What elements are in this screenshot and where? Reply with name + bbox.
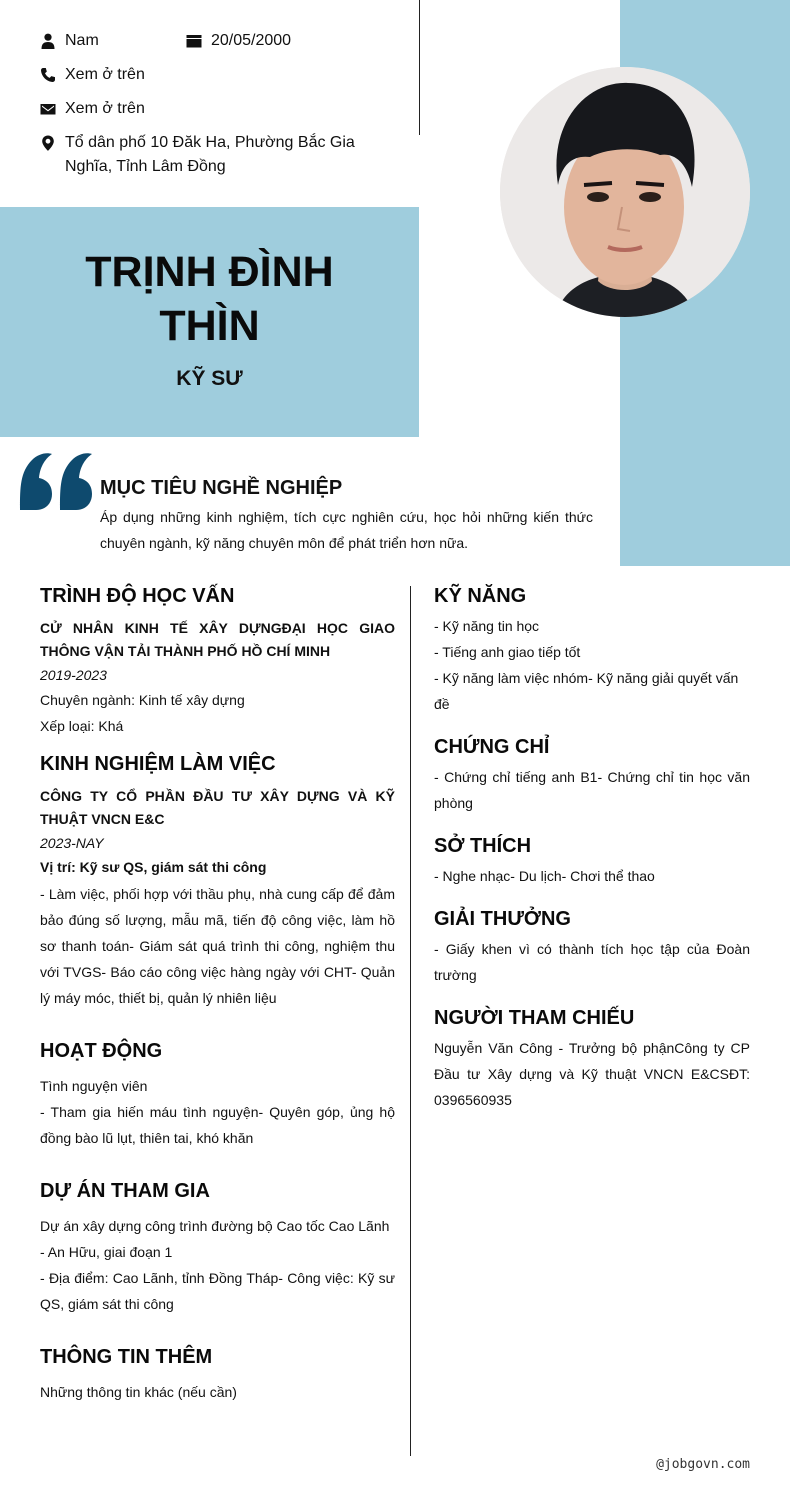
skills-title: KỸ NĂNG	[434, 585, 527, 607]
footer-brand: @jobgovn.com	[656, 1457, 750, 1472]
calendar-icon	[186, 29, 202, 53]
email-value: Xem ở trên	[65, 100, 145, 117]
experience-position: Vị trí: Kỹ sư QS, giám sát thi công	[40, 859, 267, 875]
quote-icon	[18, 448, 94, 514]
email-icon	[40, 97, 56, 121]
dob-value: 20/05/2000	[211, 32, 292, 49]
education-school: CỬ NHÂN KINH TẾ XÂY DỰNGĐẠI HỌC GIAO THÔNG VẬN TẢI THÀNH PHỐ HỒ CHÍ MINH	[40, 620, 395, 659]
certificates-text: - Chứng chỉ tiếng anh B1- Chứng chỉ tin học văn phòng	[434, 769, 750, 811]
education-rank: Xếp loại: Khá	[40, 718, 124, 734]
activities-role: Tình nguyện viên	[40, 1078, 148, 1094]
projects-description: - Địa điểm: Cao Lãnh, tỉnh Đồng Tháp- Công việc: Kỹ sư QS, giám sát thi công	[40, 1270, 395, 1312]
address-value: Tổ dân phố 10 Đăk Ha, Phường Bắc Gia Nghĩa, Tỉnh Lâm Đồng	[65, 134, 355, 175]
profile-title: KỸ SƯ	[176, 367, 243, 390]
contact-gender	[40, 29, 99, 53]
skills-item: - Kỹ năng tin học	[434, 618, 540, 634]
experience-company: CÔNG TY CỔ PHẦN ĐẦU TƯ XÂY DỰNG VÀ KỸ THUẬT VNCN E&C	[40, 788, 395, 827]
phone-icon	[40, 63, 56, 87]
header-divider	[419, 0, 420, 135]
profile-name: TRỊNH ĐÌNH THÌN	[85, 248, 334, 350]
objective-text: Áp dụng những kinh nghiệm, tích cực nghiên cứu, học hỏi những kiến thức chuyên ngành, kỹ năng chuyên môn để phát triển hơn nữa.	[100, 509, 593, 551]
avatar	[500, 67, 750, 317]
projects-title: DỰ ÁN THAM GIA	[40, 1180, 210, 1202]
experience-description: - Làm việc, phối hợp với thầu phụ, nhà cung cấp để đảm bảo đúng số lượng, mẫu mã, tiến độ công việc, làm hồ sơ thanh toán- Giám sát quá trình thi công, nghiệm thu với TVGS- Báo cáo công việc hàng ngày với CHT- Quản lý máy móc, thiết bị, quản lý nhiên liệu	[40, 886, 395, 1006]
additional-text: Những thông tin khác (nếu cần)	[40, 1384, 237, 1400]
contact-dob	[186, 29, 291, 53]
contact-phone	[40, 63, 145, 87]
phone-value: Xem ở trên	[65, 66, 145, 83]
certificates-title: CHỨNG CHỈ	[434, 736, 550, 758]
projects-name: Dự án xây dựng công trình đường bộ Cao tốc Cao Lãnh - An Hữu, giai đoạn 1	[40, 1218, 390, 1260]
contact-email	[40, 97, 145, 121]
contact-address	[40, 131, 370, 179]
experience-title: KINH NGHIỆM LÀM VIỆC	[40, 753, 276, 775]
activities-title: HOẠT ĐỘNG	[40, 1040, 163, 1062]
hobbies-text: - Nghe nhạc- Du lịch- Chơi thể thao	[434, 868, 655, 884]
additional-title: THÔNG TIN THÊM	[40, 1346, 213, 1368]
education-period: 2019-2023	[40, 667, 107, 683]
hobbies-title: SỞ THÍCH	[434, 835, 532, 857]
activities-description: - Tham gia hiến máu tình nguyện- Quyên góp, ủng hộ đồng bào lũ lụt, thiên tai, khó khăn	[40, 1104, 395, 1146]
gender-value: Nam	[65, 32, 99, 49]
references-title: NGƯỜI THAM CHIẾU	[434, 1007, 635, 1029]
education-title: TRÌNH ĐỘ HỌC VẤN	[40, 585, 235, 607]
location-icon	[40, 131, 56, 155]
skills-item: - Kỹ năng làm việc nhóm- Kỹ năng giải quyết vấn đề	[434, 670, 739, 712]
references-text: Nguyễn Văn Công - Trưởng bộ phậnCông ty CP Đầu tư Xây dựng và Kỹ thuật VNCN E&CSĐT: 0396560935	[434, 1040, 750, 1108]
user-icon	[40, 29, 56, 53]
awards-text: - Giấy khen vì có thành tích học tập của Đoàn trường	[434, 941, 750, 983]
skills-item: - Tiếng anh giao tiếp tốt	[434, 644, 581, 660]
experience-period: 2023-NAY	[40, 835, 104, 851]
awards-title: GIẢI THƯỞNG	[434, 908, 571, 930]
education-major: Chuyên ngành: Kinh tế xây dựng	[40, 692, 245, 708]
objective-title: MỤC TIÊU NGHỀ NGHIỆP	[100, 477, 343, 499]
column-divider	[410, 586, 411, 1456]
